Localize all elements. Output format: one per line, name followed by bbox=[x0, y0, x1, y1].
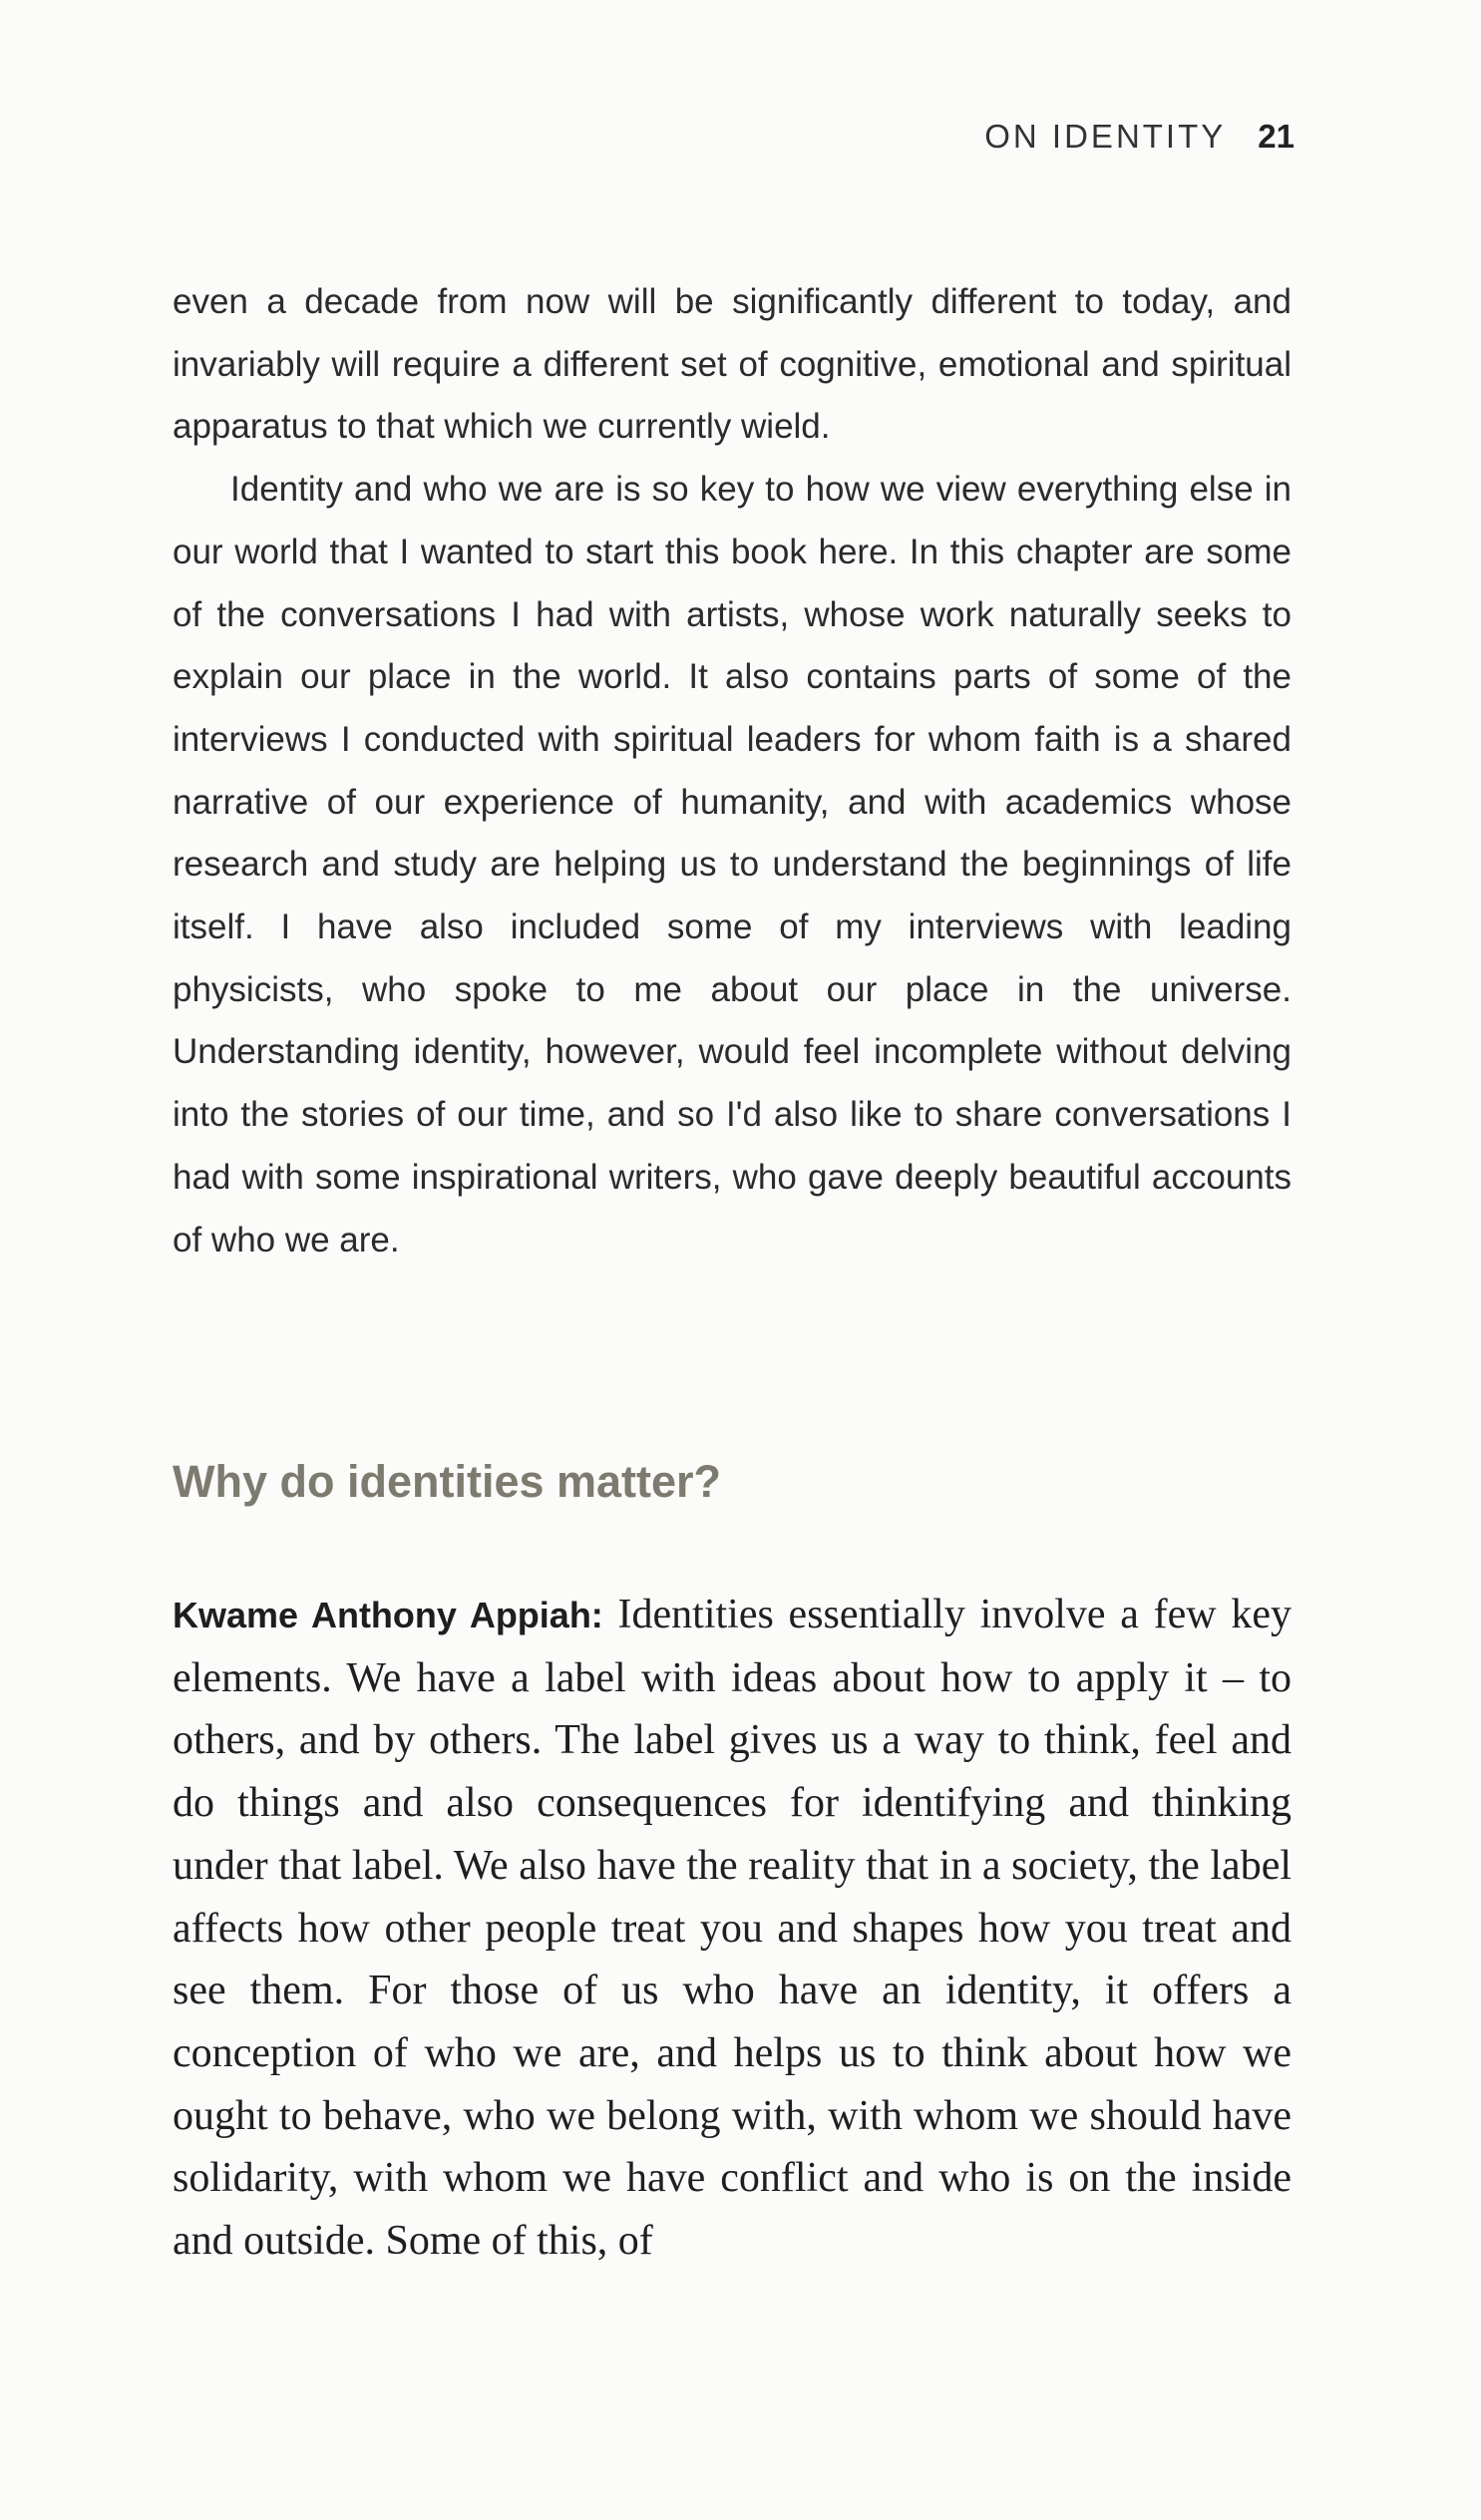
intro-paragraph: even a decade from now will be significantly different to today, and invariably will require a different set of cognitive, emotional and spiritual apparatus to that which we currently wield. bbox=[173, 282, 1292, 447]
interview-text: Identities essentially involve a few key elements. We have a label with ideas about how to apply it – to others, and by others. The label gives us a way to think, feel and do things and also consequences for identifying and thinking under that label. We also have the reality that in a society, the label affects how other people treat you and shapes how you treat and see them. For those of us who have an identity, it offers a conception of who we are, and helps us to think about how we ought to behave, who we belong with, with whom we should have solidarity, with whom we have conflict and who is on the inside and outside. Some of this, of bbox=[173, 1592, 1292, 2265]
intro-text bbox=[173, 271, 1292, 1271]
speaker-name: Kwame Anthony Appiah: bbox=[173, 1595, 603, 1635]
running-head bbox=[984, 118, 1295, 156]
page-number: 21 bbox=[1258, 118, 1295, 155]
section-heading: Why do identities matter? bbox=[173, 1456, 722, 1507]
chapter-title: ON IDENTITY bbox=[984, 118, 1227, 155]
intro-paragraph: Identity and who we are is so key to how we view everything else in our world that I wanted to start this book here. In this chapter are some of the conversations I had with artists, whose work naturally seeks to explain our place in the world. It also contains parts of some of the interviews I conducted with spiritual leaders for whom faith is a shared narrative of our experience of humanity, and with academics whose research and study are helping us to understand the beginnings of life itself. I have also included some of my interviews with leading physicists, who spoke to me about our place in the universe. Understanding identity, however, would feel incomplete without delving into the stories of our time, and so I'd also like to share conversations I had with some inspirational writers, who gave deeply beautiful accounts of who we are. bbox=[173, 470, 1292, 1260]
interview-paragraph bbox=[173, 1584, 1292, 2273]
